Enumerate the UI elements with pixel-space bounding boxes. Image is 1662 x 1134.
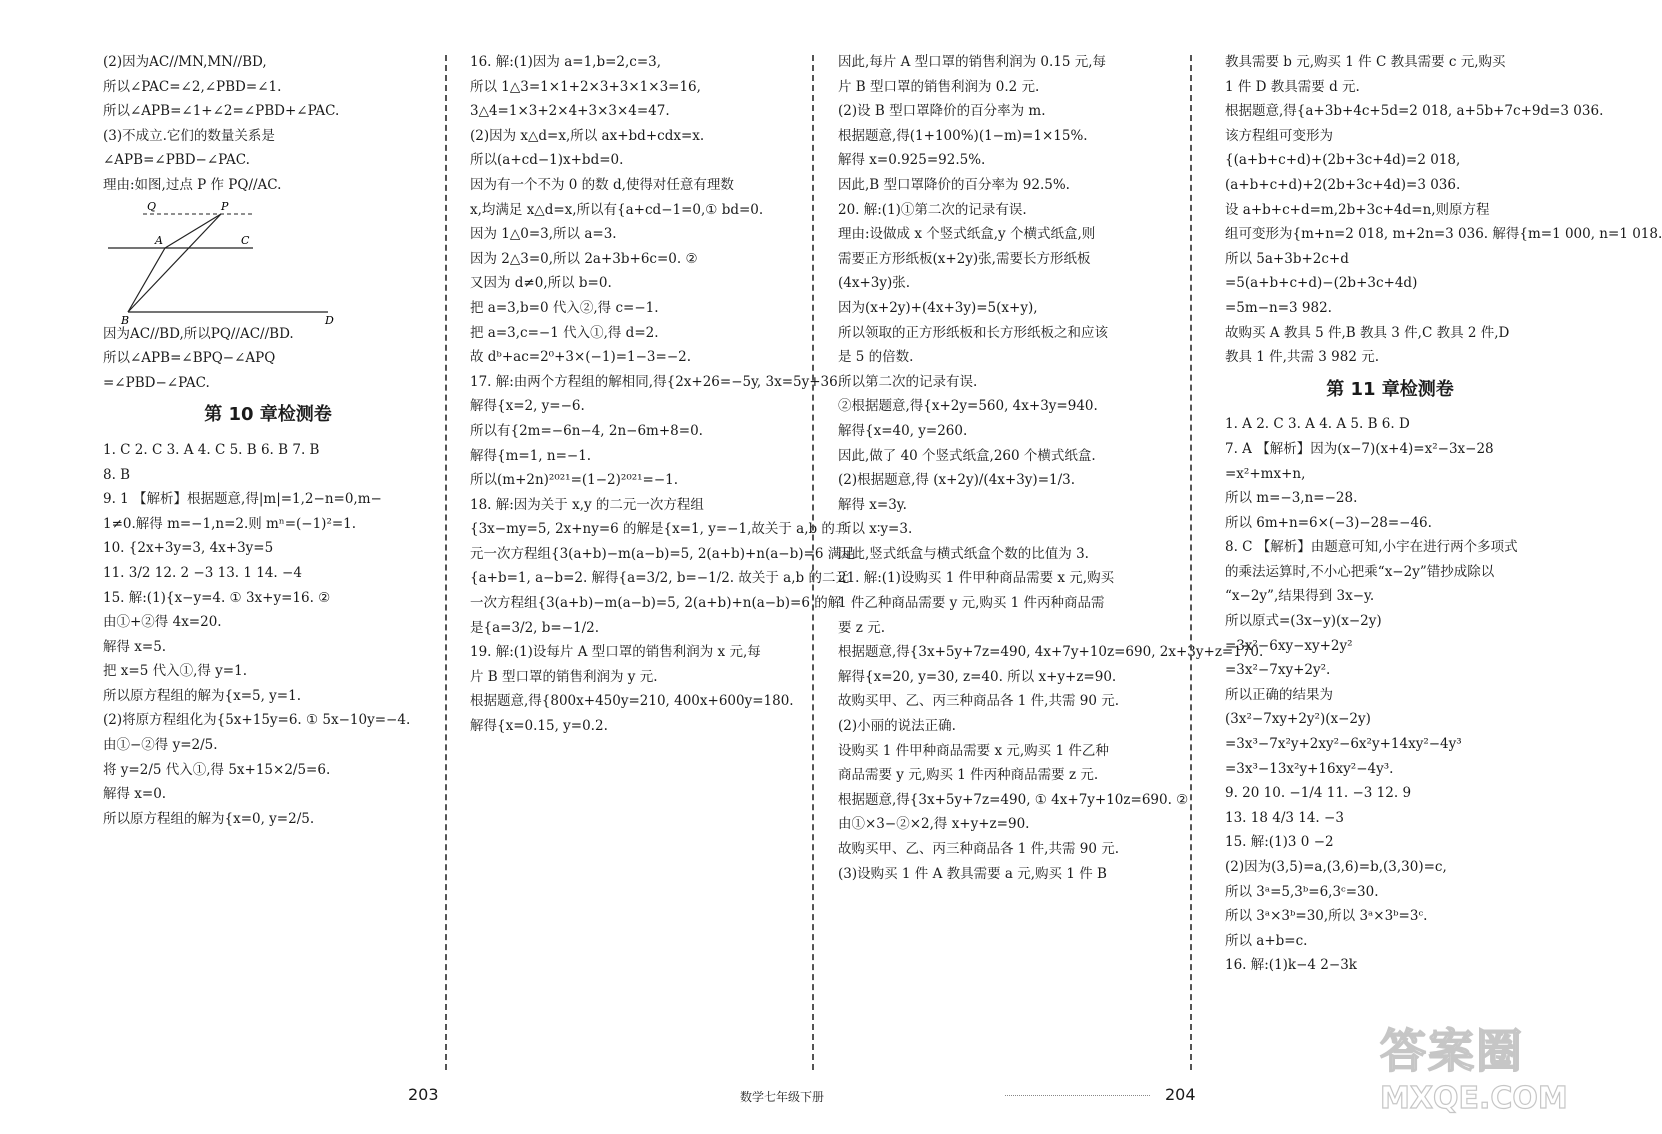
- text-line: 所以原式=(3x−y)(x−2y): [1225, 613, 1382, 630]
- text-line: 因为有一个不为 0 的数 d,使得对任意有理数: [470, 176, 734, 193]
- text-line: 因为 1△0=3,所以 a=3.: [470, 226, 617, 243]
- page-number-right: 204: [1165, 1085, 1196, 1104]
- text-line: 因为 2△3=0,所以 2a+3b+6c=0. ②: [470, 250, 698, 267]
- text-line: 故购买 A 教具 5 件,B 教具 3 件,C 教具 2 件,D: [1225, 324, 1510, 341]
- text-line: {a+b=1, a−b=2. 解得{a=3/2, b=−1/2. 故关于 a,b 的二元: [470, 570, 849, 587]
- text-line: (2)小丽的说法正确.: [838, 718, 956, 735]
- text-line: 所以∠APB=∠BPQ−∠APQ: [103, 350, 276, 367]
- text-line: 要 z 元.: [838, 619, 885, 636]
- label-q: Q: [147, 199, 157, 213]
- text-line: 所以 a+b=c.: [1225, 932, 1308, 949]
- text-line: 9. 1 【解析】根据题意,得|m|=1,2−n=0,m−: [103, 491, 382, 508]
- text-line: 13. 18 4/3 14. −3: [1225, 809, 1344, 826]
- text-line: 该方程组可变形为: [1225, 127, 1333, 144]
- text-line: 所以 1△3=1×1+2×3+3×1×3=16,: [470, 78, 701, 95]
- text-line: =∠PBD−∠PAC.: [103, 374, 210, 391]
- text-line: =x²+mx+n,: [1225, 465, 1306, 482]
- label-c: C: [241, 233, 250, 247]
- text-line: 所以第二次的记录有误.: [838, 373, 978, 390]
- label-b: B: [121, 313, 130, 327]
- text-line: {3x−my=5, 2x+ny=6 的解是{x=1, y=−1,故关于 a,b 的二: [470, 521, 849, 538]
- col3-block: [838, 50, 1264, 886]
- text-line: 组可变形为{m+n=2 018, m+2n=3 036. 解得{m=1 000, n=1 018.: [1225, 226, 1662, 243]
- text-line: 把 a=3,c=−1 代入①,得 d=2.: [470, 324, 659, 341]
- col1-block-a: [103, 50, 433, 198]
- column-1: [103, 50, 433, 831]
- text-line: 由①+②得 4x=20.: [103, 614, 222, 631]
- text-line: 需要正方形纸板(x+2y)张,需要长方形纸板: [838, 250, 1091, 267]
- text-line: {(a+b+c+d)+(2b+3c+4d)=2 018,: [1225, 152, 1461, 169]
- text-line: 所以 x∶y=3.: [838, 521, 913, 538]
- text-line: 所以 m=−3,n=−28.: [1225, 490, 1358, 507]
- text-line: 19. 解:(1)设每片 A 型口罩的销售利润为 x 元,每: [470, 644, 761, 661]
- text-line: 是{a=3/2, b=−1/2.: [470, 619, 600, 636]
- text-line: 片 B 型口罩的销售利润为 0.2 元.: [838, 78, 1040, 95]
- text-line: 8. B: [103, 466, 131, 483]
- label-d: D: [325, 313, 334, 327]
- col1-block-c: [103, 438, 433, 832]
- text-line: =5(a+b+c+d)−(2b+3c+4d): [1225, 275, 1418, 292]
- text-line: 3△4=1×3+2×4+3×3×4=47.: [470, 103, 670, 120]
- col4-block-a: [1225, 50, 1662, 370]
- text-line: 所以 5a+3b+2c+d: [1225, 250, 1349, 267]
- text-line: 解得 x=3y.: [838, 496, 907, 513]
- column-divider: [812, 55, 814, 1070]
- column-divider: [1190, 55, 1192, 1070]
- text-line: 因此,B 型口罩降价的百分率为 92.5%.: [838, 176, 1070, 193]
- text-line: 所以∠APB=∠1+∠2=∠PBD+∠PAC.: [103, 103, 340, 120]
- text-line: (3x²−7xy+2y²)(x−2y): [1225, 711, 1371, 728]
- text-line: 16. 解:(1)因为 a=1,b=2,c=3,: [470, 54, 662, 70]
- text-line: 因为(x+2y)+(4x+3y)=5(x+y),: [838, 299, 1038, 316]
- col4-block-b: [1225, 412, 1555, 978]
- text-line: 是 5 的倍数.: [838, 349, 914, 366]
- text-line: 20. 解:(1)①第二次的记录有误.: [838, 201, 1027, 218]
- text-line: “x−2y”,结果得到 3x−y.: [1225, 588, 1375, 605]
- text-line: 一次方程组{3(a+b)−m(a−b)=5, 2(a+b)+n(a−b)=6 的解: [470, 595, 842, 612]
- text-line: 根据题意,得{3x+5y+7z=490, ① 4x+7y+10z=690. ②: [838, 791, 1189, 808]
- geometry-figure: [103, 199, 353, 327]
- text-line: 解得{x=0.15, y=0.2.: [470, 718, 608, 735]
- text-line: 故 dᵇ+ac=2⁰+3×(−1)=1−3=−2.: [470, 349, 692, 366]
- column-divider: [445, 55, 447, 1070]
- text-line: 18. 解:因为关于 x,y 的二元一次方程组: [470, 496, 704, 513]
- book-title: 数学七年级下册: [740, 1090, 825, 1104]
- text-line: 7. A 【解析】因为(x−7)(x+4)=x²−3x−28: [1225, 440, 1494, 457]
- text-line: 解得{x=2, y=−6.: [470, 398, 585, 415]
- text-line: 根据题意,得{800x+450y=210, 400x+600y=180.: [470, 693, 794, 710]
- text-line: 解得{x=40, y=260.: [838, 422, 968, 439]
- text-line: =3x³−13x²y+16xy²−4y³.: [1225, 760, 1394, 777]
- text-line: 1. C 2. C 3. A 4. C 5. B 6. B 7. B: [103, 441, 320, 458]
- watermark-en: MXQE.COM: [1380, 1081, 1568, 1116]
- text-line: 所以 3ᵃ=5,3ᵇ=6,3ᶜ=30.: [1225, 883, 1379, 900]
- column-4: [1225, 50, 1662, 978]
- text-line: 15. 解:(1)3 0 −2: [1225, 834, 1334, 851]
- text-line: 因此,竖式纸盒与横式纸盒个数的比值为 3.: [838, 545, 1089, 562]
- text-line: 16. 解:(1)k−4 2−3k: [1225, 957, 1357, 974]
- text-line: (3)设购买 1 件 A 教具需要 a 元,购买 1 件 B: [838, 865, 1107, 882]
- text-line: 因为AC//BD,所以PQ//AC//BD.: [103, 325, 294, 342]
- text-line: (2)因为(3,5)=a,(3,6)=b,(3,30)=c,: [1225, 859, 1447, 875]
- text-line: =5m−n=3 982.: [1225, 299, 1332, 316]
- text-line: (2)设 B 型口罩降价的百分率为 m.: [838, 103, 1046, 120]
- text-line: 所以原方程组的解为{x=0, y=2/5.: [103, 810, 315, 827]
- text-line: 11. 3/2 12. 2 −3 13. 1 14. −4: [103, 564, 302, 581]
- text-line: (4x+3y)张.: [838, 275, 911, 292]
- text-line: 15. 解:(1){x−y=4. ① 3x+y=16. ②: [103, 589, 331, 606]
- text-line: 所以原方程组的解为{x=5, y=1.: [103, 687, 302, 704]
- text-line: 商品需要 y 元,购买 1 件丙种商品需要 z 元.: [838, 767, 1099, 784]
- text-line: (3)不成立.它们的数量关系是: [103, 127, 275, 144]
- text-line: 9. 20 10. −1/4 11. −3 12. 9: [1225, 785, 1412, 802]
- chapter-11-heading: 第 11 章检测卷: [1326, 378, 1454, 400]
- text-line: 解得{m=1, n=−1.: [470, 447, 592, 464]
- text-line: 解得 x=5.: [103, 638, 167, 655]
- text-line: 所以有{2m=−6n−4, 2n−6m+8=0.: [470, 422, 703, 439]
- text-line: 所以∠PAC=∠2,∠PBD=∠1.: [103, 78, 282, 95]
- text-line: 理由:如图,过点 P 作 PQ//AC.: [103, 176, 282, 193]
- text-line: 解得 x=0.925=92.5%.: [838, 152, 986, 169]
- text-line: 将 y=2/5 代入①,得 5x+15×2/5=6.: [103, 761, 331, 778]
- text-line: (2)因为AC//MN,MN//BD,: [103, 54, 267, 70]
- label-p: P: [221, 199, 229, 213]
- column-3: [838, 50, 1264, 886]
- text-line: 解得 x=0.: [103, 786, 167, 803]
- text-line: 的乘法运算时,不小心把乘“x−2y”错抄成除以: [1225, 563, 1495, 580]
- text-line: 教具需要 b 元,购买 1 件 C 教具需要 c 元,购买: [1225, 54, 1506, 70]
- text-line: 所以正确的结果为: [1225, 686, 1333, 703]
- text-line: 设 a+b+c+d=m,2b+3c+4d=n,则原方程: [1225, 201, 1490, 218]
- text-line: x,均满足 x△d=x,所以有{a+cd−1=0,① bd=0.: [470, 201, 764, 218]
- text-line: =3x²−7xy+2y².: [1225, 662, 1331, 679]
- text-line: 所以 6m+n=6×(−3)−28=−46.: [1225, 514, 1432, 531]
- text-line: 1 件乙种商品需要 y 元,购买 1 件丙种商品需: [838, 595, 1105, 612]
- text-line: (2)因为 x△d=x,所以 ax+bd+cdx=x.: [470, 127, 705, 144]
- text-line: 8. C 【解析】由题意可知,小宇在进行两个多项式: [1225, 539, 1518, 556]
- text-line: 理由:设做成 x 个竖式纸盒,y 个横式纸盒,则: [838, 226, 1096, 243]
- label-a: A: [155, 233, 163, 247]
- text-line: 所以 3ᵃ×3ᵇ=30,所以 3ᵃ×3ᵇ=3ᶜ.: [1225, 908, 1428, 925]
- text-line: 片 B 型口罩的销售利润为 y 元.: [470, 668, 658, 685]
- text-line: 由①×3−②×2,得 x+y+z=90.: [838, 816, 1030, 833]
- text-line: 所以(m+2n)²⁰²¹=(1−2)²⁰²¹=−1.: [470, 472, 679, 489]
- text-line: 10. {2x+3y=3, 4x+3y=5: [103, 540, 274, 557]
- text-line: =3x²−6xy−xy+2y²: [1225, 637, 1353, 654]
- col1-block-b: [103, 322, 433, 396]
- text-line: (2)将原方程组化为{5x+15y=6. ① 5x−10y=−4.: [103, 712, 411, 729]
- text-line: ∠APB=∠PBD−∠PAC.: [103, 152, 250, 169]
- text-line: (a+b+c+d)+2(2b+3c+4d)=3 036.: [1225, 176, 1461, 193]
- text-line: 根据题意,得(1+100%)(1−m)=1×15%.: [838, 127, 1088, 144]
- text-line: 又因为 d≠0,所以 b=0.: [470, 275, 612, 292]
- text-line: 解得{x=20, y=30, z=40. 所以 x+y+z=90.: [838, 668, 1117, 685]
- text-line: 设购买 1 件甲种商品需要 x 元,购买 1 件乙种: [838, 742, 1109, 759]
- text-line: 所以领取的正方形纸板和长方形纸板之和应该: [838, 324, 1108, 341]
- text-line: 1. A 2. C 3. A 4. A 5. B 6. D: [1225, 416, 1410, 433]
- text-line: 教具 1 件,共需 3 982 元.: [1225, 349, 1379, 366]
- text-line: 因此,做了 40 个竖式纸盒,260 个横式纸盒.: [838, 447, 1096, 464]
- column-2: [470, 50, 855, 739]
- page-number-left: 203: [408, 1085, 439, 1104]
- watermark-cn: 答案圈: [1380, 1024, 1524, 1078]
- watermark-logo: [1380, 1015, 1568, 1116]
- col2-block: [470, 50, 855, 739]
- text-line: 所以(a+cd−1)x+bd=0.: [470, 152, 624, 169]
- text-line: 由①−②得 y=2/5.: [103, 737, 218, 754]
- text-line: 根据题意,得{3x+5y+7z=490, 4x+7y+10z=690, 2x+3y+z=170.: [838, 644, 1264, 661]
- text-line: 1≠0.解得 m=−1,n=2.则 mⁿ=(−1)²=1.: [103, 515, 357, 532]
- text-line: 元一次方程组{3(a+b)−m(a−b)=5, 2(a+b)+n(a−b)=6 满足: [470, 545, 855, 562]
- text-line: 把 x=5 代入①,得 y=1.: [103, 663, 247, 680]
- text-line: 因此,每片 A 型口罩的销售利润为 0.15 元,每: [838, 54, 1107, 70]
- footer-rule: [1005, 1095, 1150, 1096]
- text-line: (2)根据题意,得 (x+2y)/(4x+3y)=1/3.: [838, 472, 1076, 489]
- text-line: =3x³−7x²y+2xy²−6x²y+14xy²−4y³: [1225, 736, 1462, 753]
- text-line: 17. 解:由两个方程组的解相同,得{2x+26=−5y, 3x=5y+36.: [470, 373, 843, 390]
- text-line: ②根据题意,得{x+2y=560, 4x+3y=940.: [838, 398, 1098, 415]
- text-line: 把 a=3,b=0 代入②,得 c=−1.: [470, 299, 659, 316]
- text-line: 故购买甲、乙、丙三种商品各 1 件,共需 90 元.: [838, 693, 1120, 710]
- text-line: 故购买甲、乙、丙三种商品各 1 件,共需 90 元.: [838, 841, 1120, 857]
- chapter-10-heading: 第 10 章检测卷: [204, 404, 332, 426]
- text-line: 根据题意,得{a+3b+4c+5d=2 018, a+5b+7c+9d=3 036.: [1225, 103, 1604, 120]
- text-line: 21. 解:(1)设购买 1 件甲种商品需要 x 元,购买: [838, 570, 1115, 587]
- text-line: 1 件 D 教具需要 d 元.: [1225, 78, 1360, 95]
